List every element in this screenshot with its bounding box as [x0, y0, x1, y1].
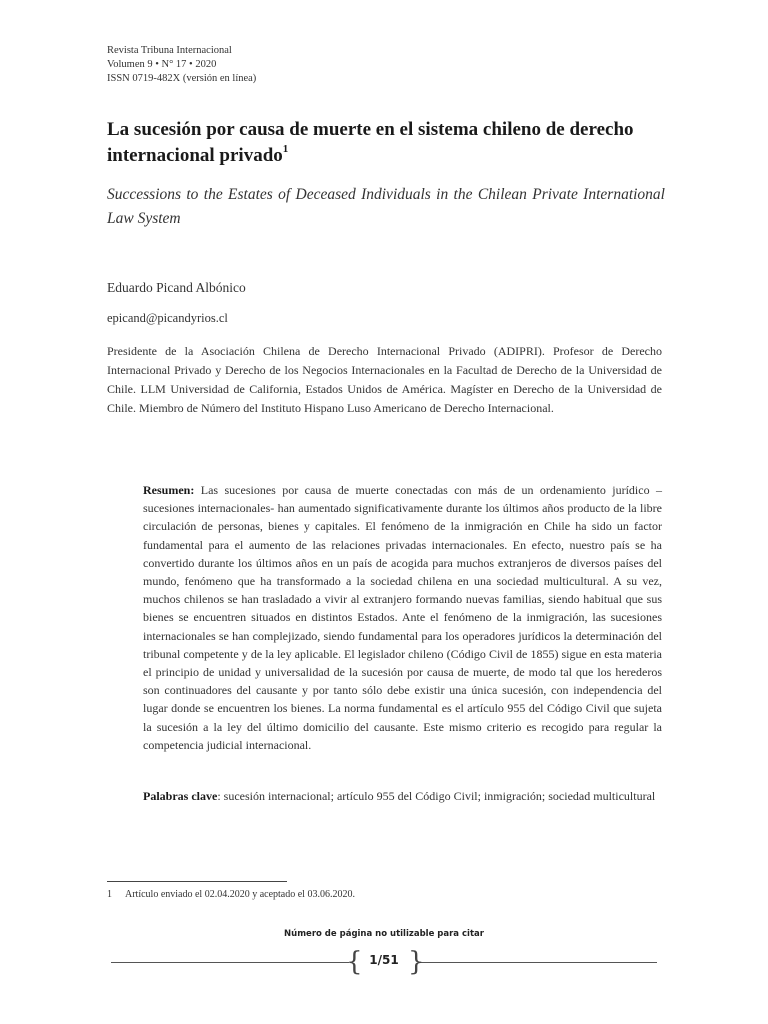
journal-name: Revista Tribuna Internacional: [107, 45, 232, 56]
keywords-label: Palabras clave: [143, 789, 218, 803]
title-footnote-marker[interactable]: 1: [282, 142, 289, 155]
footnote-text: Artículo enviado el 02.04.2020 y aceptado el 03.06.2020.: [125, 889, 355, 900]
author-affiliation: Presidente de la Asociación Chilena de Derecho Internacional Privado (ADIPRI). Profesor de Derecho Internacional Privado y Derecho de los Negocios Internacionales en la Facultad de Derecho de la Universidad de Chile. LLM Universidad de California, Estados Unidos de América. Magíster en Derecho de la Universidad de Chile. Miembro de Número del Instituto Hispano Luso Americano de Derecho Internacional.: [107, 344, 662, 415]
journal-volume: Volumen 9 • N° 17 • 2020: [107, 59, 217, 70]
page-footer-rule-left: [111, 962, 349, 963]
article-subtitle: Successions to the Estates of Deceased Individuals in the Chilean Private International Law System: [107, 186, 665, 227]
page-number: 1/51: [369, 953, 399, 967]
journal-issn: ISSN 0719-482X (versión en línea): [107, 73, 257, 84]
article-title: [107, 117, 667, 169]
footnote-number: 1: [107, 889, 112, 900]
keywords-text: : sucesión internacional; artículo 955 del Código Civil; inmigración; sociedad multicultural: [217, 789, 656, 803]
keywords: [143, 787, 662, 806]
journal-header: [107, 44, 256, 86]
author-name: Eduardo Picand Albónico: [107, 280, 246, 295]
footnote-divider: [107, 881, 287, 882]
page-note: Número de página no utilizable para citar: [284, 929, 484, 939]
article-title-text: La sucesión por causa de muerte en el sistema chileno de derecho internacional privado: [107, 119, 634, 166]
footnote: [107, 889, 355, 900]
author-email[interactable]: epicand@picandyrios.cl: [107, 311, 228, 325]
right-brace-icon: }: [408, 947, 425, 977]
page-footer-rule-right: [419, 962, 657, 963]
left-brace-icon: {: [346, 947, 363, 977]
abstract-text: Las sucesiones por causa de muerte conectadas con más de un ordenamiento jurídico –sucesiones internacionales- han aumentado significativamente durante los últimos años producto de la libre circulación de personas, bienes y capitales. El fenómeno de la inmigración en Chile ha sido un factor fundamental para el aumento de las relaciones privadas internacionales. En efecto, nuestro país se ha convertido durante los últimos años en un país de acogida para muchos extranjeros de diversos países del mundo, fenómeno que ha transformado a la sociedad chilena en una sociedad multicultural. A su vez, muchos chilenos se han trasladado a vivir al extranjero formando nuevas familias, siendo habitual que sus bienes se encuentren situados en distintos Estados. Ante el fenómeno de la inmigración, las sucesiones internacionales se han complejizado, siendo fundamental para los operadores jurídicos la determinación del tribunal competente y de la ley aplicable. El legislador chileno (Código Civil de 1855) sigue en esta materia el principio de unidad y universalidad de la sucesión por causa de muerte, de modo tal que los herederos son continuadores del causante y por tanto sólo debe existir una única sucesión, con independencia del lugar donde se encuentren los bienes. La norma fundamental es el artículo 955 del Código Civil que sujeta la sucesión a la ley del último domicilio del causante. Este mismo criterio es recogido para regular la competencia judicial internacional.: [143, 483, 663, 752]
abstract: [143, 481, 662, 754]
abstract-label: Resumen:: [143, 483, 195, 497]
